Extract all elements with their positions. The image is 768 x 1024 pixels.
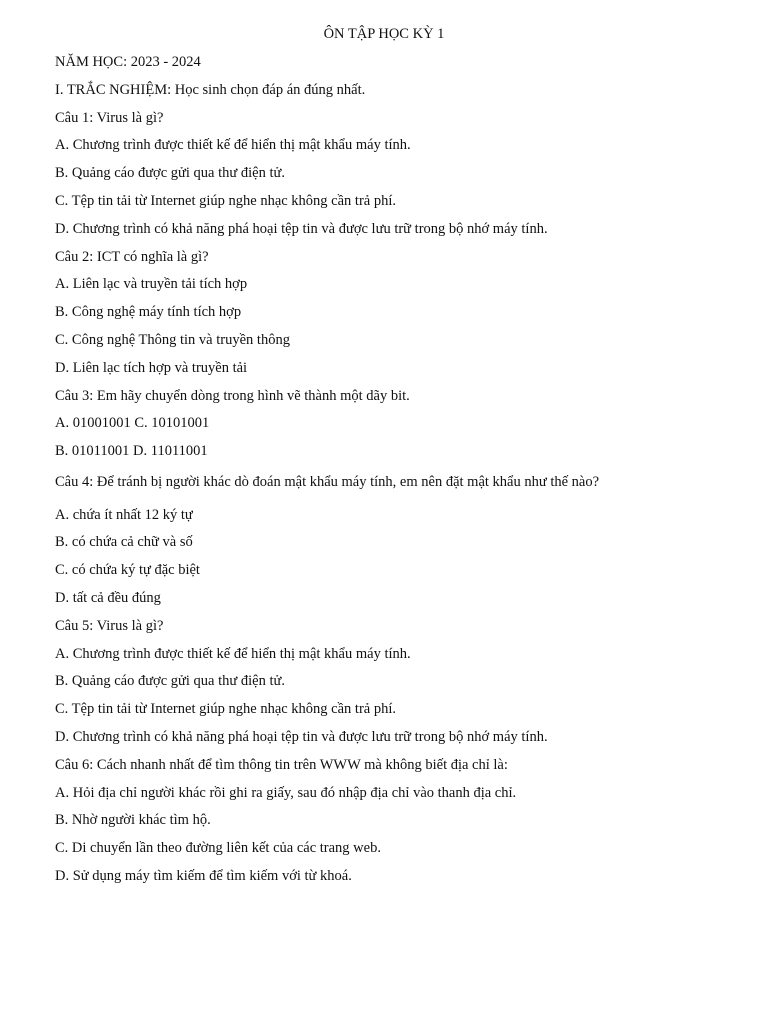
question-block [55, 108, 615, 239]
answer-option: A. Liên lạc và truyền tải tích hợp [55, 276, 248, 293]
question-block [55, 247, 615, 378]
answer-option: D. Sử dụng máy tìm kiếm để tìm kiếm với từ khoá. [55, 867, 352, 884]
question-text: Câu 4: Để tránh bị người khác dò đoán mật khẩu máy tính, em nên đặt mật khẩu như thế nào? [55, 473, 600, 490]
answer-option: A. Hỏi địa chỉ người khác rồi ghi ra giấy, sau đó nhập địa chỉ vào thanh địa chỉ. [55, 784, 517, 801]
question-text: Câu 3: Em hãy chuyển dòng trong hình vẽ thành một dãy bit. [55, 387, 410, 404]
answer-option: B. 01011001 D. 11011001 [55, 443, 208, 460]
answer-option: C. Tệp tin tải từ Internet giúp nghe nhạc không cần trả phí. [55, 701, 397, 718]
answer-option: D. tất cả đều đúng [55, 589, 161, 606]
answer-option: C. có chứa ký tự đặc biệt [55, 562, 200, 579]
question-block [55, 616, 615, 747]
answer-option: B. có chứa cả chữ và số [55, 534, 193, 551]
answer-option: A. chứa ít nhất 12 ký tự [55, 506, 193, 523]
school-year: NĂM HỌC: 2023 - 2024 [55, 54, 201, 70]
answer-option: C. Tệp tin tải từ Internet giúp nghe nhạc không cần trả phí. [55, 192, 397, 209]
question-block [55, 469, 615, 608]
section-heading: I. TRẮC NGHIỆM: Học sinh chọn đáp án đúng nhất. [55, 81, 366, 98]
answer-option: B. Nhờ người khác tìm hộ. [55, 812, 211, 829]
answer-option: B. Công nghệ máy tính tích hợp [55, 304, 242, 321]
answer-option: A. 01001001 C. 10101001 [55, 415, 210, 432]
question-text: Câu 2: ICT có nghĩa là gì? [55, 248, 209, 265]
answer-option: B. Quảng cáo được gửi qua thư điện tử. [55, 673, 285, 690]
answer-option: C. Công nghệ Thông tin và truyền thông [55, 331, 290, 348]
answer-option: D. Liên lạc tích hợp và truyền tải [55, 359, 248, 376]
answer-option: A. Chương trình được thiết kế để hiển thị mật khẩu máy tính. [55, 137, 411, 154]
document-title: ÔN TẬP HỌC KỲ 1 [323, 26, 445, 42]
question-text: Câu 1: Virus là gì? [55, 109, 164, 126]
question-block [55, 755, 615, 886]
answer-option: B. Quảng cáo được gửi qua thư điện tử. [55, 165, 285, 182]
document-body [55, 52, 615, 894]
answer-option: D. Chương trình có khả năng phá hoại tệp tin và được lưu trữ trong bộ nhớ máy tính. [55, 728, 548, 745]
answer-option: C. Di chuyển lần theo đường liên kết của các trang web. [55, 840, 381, 857]
question-text: Câu 5: Virus là gì? [55, 617, 164, 634]
answer-option: D. Chương trình có khả năng phá hoại tệp tin và được lưu trữ trong bộ nhớ máy tính. [55, 220, 548, 237]
question-text: Câu 6: Cách nhanh nhất để tìm thông tin trên WWW mà không biết địa chỉ là: [55, 756, 508, 773]
answer-option: A. Chương trình được thiết kế để hiển thị mật khẩu máy tính. [55, 645, 411, 662]
question-block [55, 386, 615, 462]
